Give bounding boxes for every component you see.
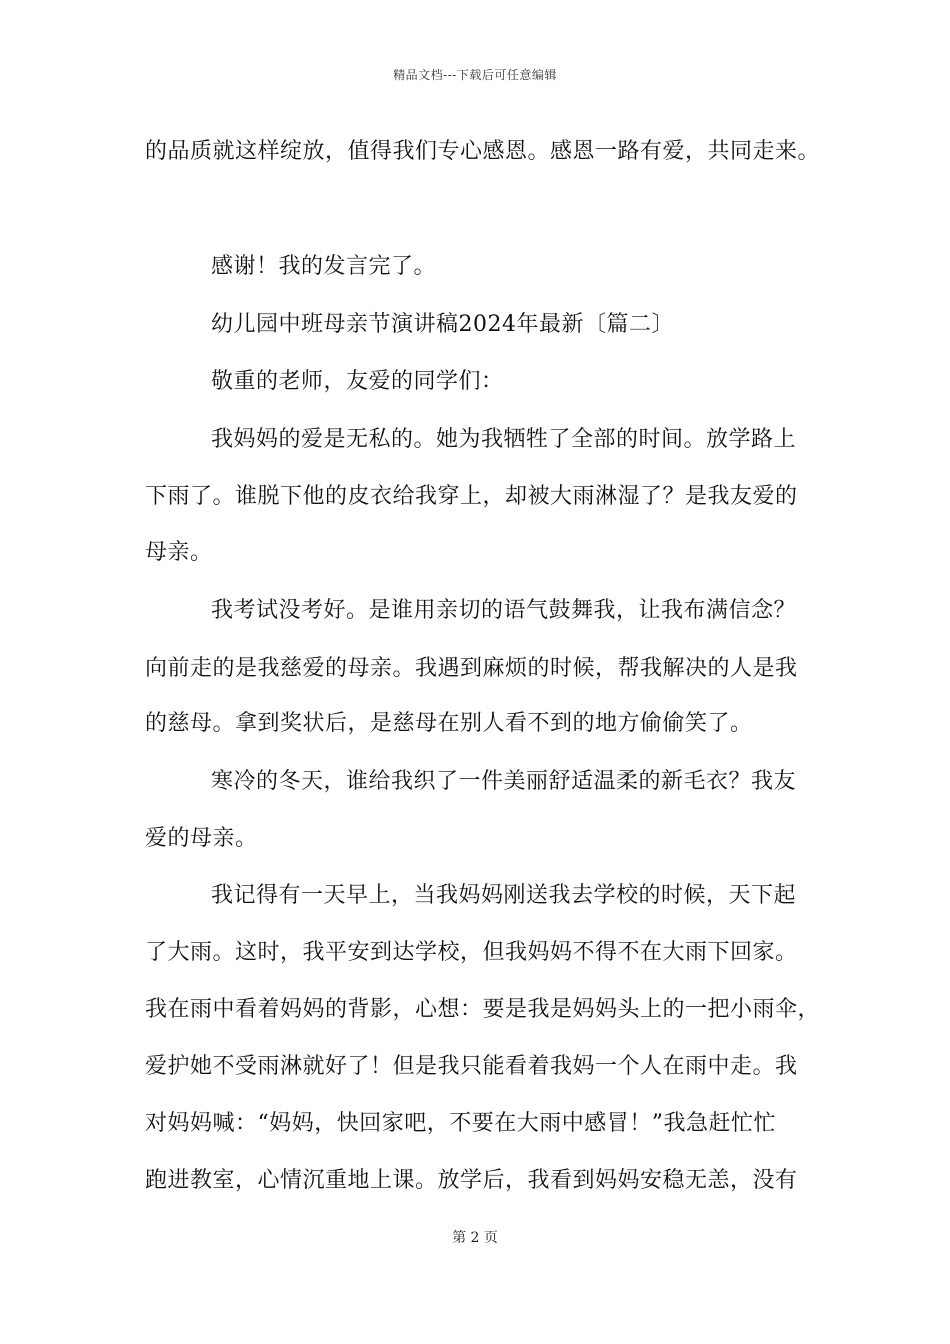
text-line: 爱护她不受雨淋就好了！但是我只能看着我妈一个人在雨中走。我 <box>145 1054 798 1079</box>
text-line: 感谢！我的发言完了。 <box>211 254 437 279</box>
text-line: 了大雨。这时，我平安到达学校，但我妈妈不得不在大雨下回家。 <box>145 940 798 965</box>
text-line: 的品质就这样绽放，值得我们专心感恩。感恩一路有爱，共同走来。 <box>145 139 821 164</box>
text-line: 下雨了。谁脱下他的皮衣给我穿上，却被大雨淋湿了？是我友爱的 <box>145 484 798 509</box>
text-line: 母亲。 <box>145 540 213 565</box>
text-line: 向前走的是我慈爱的母亲。我遇到麻烦的时候，帮我解决的人是我 <box>145 656 798 681</box>
page-number: 第 2 页 <box>452 1230 498 1246</box>
page-header: 精品文档---下载后可任意编辑 <box>393 68 557 82</box>
text-line: 爱的母亲。 <box>145 826 258 851</box>
salutation: 敬重的老师，友爱的同学们： <box>211 369 504 394</box>
text-line: 我记得有一天早上，当我妈妈刚送我去学校的时候，天下起 <box>211 883 797 908</box>
text-line: 我妈妈的爱是无私的。她为我牺牲了全部的时间。放学路上 <box>211 427 797 452</box>
text-line: 寒冷的冬天，谁给我织了一件美丽舒适温柔的新毛衣？我友 <box>211 769 797 794</box>
section-title: 幼儿园中班母亲节演讲稿2024年最新〔篇二〕 <box>211 312 674 337</box>
text-line: 我在雨中看着妈妈的背影，心想：要是我是妈妈头上的一把小雨伞， <box>145 997 821 1022</box>
text-line: 跑进教室，心情沉重地上课。放学后，我看到妈妈安稳无恙，没有 <box>145 1168 798 1193</box>
text-line: 我考试没考好。是谁用亲切的语气鼓舞我，让我布满信念？ <box>211 598 797 623</box>
text-line: 的慈母。拿到奖状后，是慈母在别人看不到的地方偷偷笑了。 <box>145 711 753 736</box>
text-line: 对妈妈喊：“妈妈，快回家吧，不要在大雨中感冒！”我急赶忙忙 <box>145 1111 776 1136</box>
